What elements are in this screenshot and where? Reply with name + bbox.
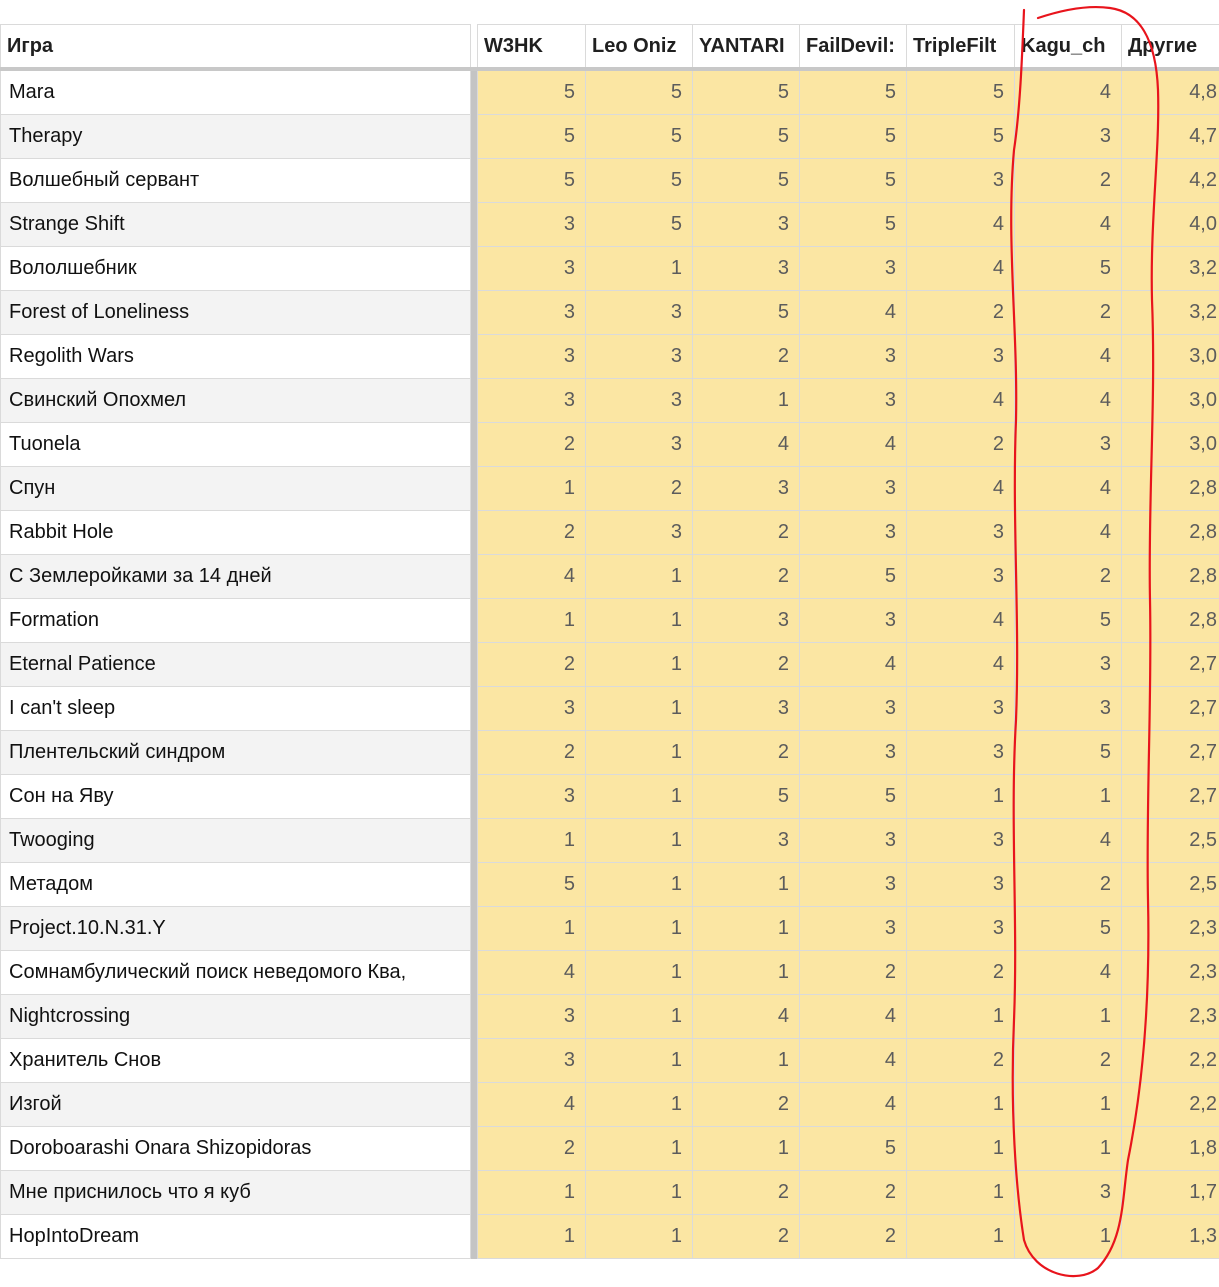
score-cell-faildevil[interactable]: 4 — [800, 995, 907, 1039]
score-cell-kagu[interactable]: 4 — [1015, 69, 1122, 115]
frozen-column-divider — [471, 775, 478, 819]
column-header-leo[interactable]: Leo Oniz — [586, 25, 693, 70]
score-cell-kagu[interactable]: 4 — [1015, 511, 1122, 555]
score-cell-others[interactable]: 3,2 — [1122, 247, 1219, 291]
score-cell-yantar[interactable]: 2 — [693, 731, 800, 775]
frozen-column-divider — [471, 599, 478, 643]
score-cell-triplefilt[interactable]: 1 — [907, 1083, 1015, 1127]
frozen-column-divider — [471, 1127, 478, 1171]
frozen-column-divider — [471, 247, 478, 291]
score-cell-w3hk[interactable]: 2 — [478, 731, 586, 775]
score-cell-faildevil[interactable]: 5 — [800, 775, 907, 819]
score-cell-others[interactable]: 2,2 — [1122, 1083, 1219, 1127]
game-name-cell[interactable]: Изгой — [1, 1083, 471, 1127]
score-cell-leo[interactable]: 1 — [586, 555, 693, 599]
score-cell-w3hk[interactable]: 3 — [478, 995, 586, 1039]
score-cell-faildevil[interactable]: 2 — [800, 1171, 907, 1215]
column-header-triplefilt[interactable]: TripleFilt — [907, 25, 1015, 70]
score-cell-w3hk[interactable]: 1 — [478, 599, 586, 643]
game-name-cell[interactable]: Twooging — [1, 819, 471, 863]
score-cell-kagu[interactable]: 4 — [1015, 819, 1122, 863]
score-cell-w3hk[interactable]: 5 — [478, 69, 586, 115]
score-cell-leo[interactable]: 1 — [586, 951, 693, 995]
game-name-cell[interactable]: Tuonela — [1, 423, 471, 467]
score-cell-kagu[interactable]: 3 — [1015, 643, 1122, 687]
score-cell-w3hk[interactable]: 1 — [478, 819, 586, 863]
table-row — [1, 731, 1219, 775]
score-cell-triplefilt[interactable]: 1 — [907, 775, 1015, 819]
score-cell-kagu[interactable]: 5 — [1015, 247, 1122, 291]
score-cell-w3hk[interactable]: 2 — [478, 643, 586, 687]
score-cell-triplefilt[interactable]: 3 — [907, 907, 1015, 951]
score-cell-triplefilt[interactable]: 1 — [907, 1127, 1015, 1171]
score-cell-kagu[interactable]: 5 — [1015, 731, 1122, 775]
score-cell-kagu[interactable]: 2 — [1015, 555, 1122, 599]
score-cell-kagu[interactable]: 1 — [1015, 1127, 1122, 1171]
score-cell-others[interactable]: 2,8 — [1122, 511, 1219, 555]
score-cell-triplefilt[interactable]: 4 — [907, 247, 1015, 291]
score-cell-w3hk[interactable]: 3 — [478, 247, 586, 291]
score-cell-leo[interactable]: 1 — [586, 1215, 693, 1259]
score-cell-yantar[interactable]: 2 — [693, 555, 800, 599]
table-row — [1, 863, 1219, 907]
score-cell-faildevil[interactable]: 5 — [800, 69, 907, 115]
score-cell-kagu[interactable]: 1 — [1015, 775, 1122, 819]
score-cell-others[interactable]: 4,2 — [1122, 159, 1219, 203]
game-name-cell[interactable]: Rabbit Hole — [1, 511, 471, 555]
score-cell-yantar[interactable]: 2 — [693, 511, 800, 555]
score-cell-faildevil[interactable]: 3 — [800, 247, 907, 291]
score-cell-w3hk[interactable]: 4 — [478, 555, 586, 599]
frozen-column-divider — [471, 335, 478, 379]
score-cell-yantar[interactable]: 4 — [693, 995, 800, 1039]
game-name-cell[interactable]: Doroboarashi Onara Shizopidoras — [1, 1127, 471, 1171]
score-cell-triplefilt[interactable]: 1 — [907, 1215, 1015, 1259]
score-cell-kagu[interactable]: 4 — [1015, 203, 1122, 247]
game-name-cell[interactable]: Метадом — [1, 863, 471, 907]
table-row — [1, 907, 1219, 951]
score-cell-w3hk[interactable]: 1 — [478, 1171, 586, 1215]
table-body — [1, 69, 1219, 1259]
game-name-cell[interactable]: Forest of Loneliness — [1, 291, 471, 335]
table-row — [1, 1127, 1219, 1171]
frozen-column-divider — [471, 423, 478, 467]
game-name-cell[interactable]: Вололшебник — [1, 247, 471, 291]
score-cell-others[interactable]: 2,3 — [1122, 907, 1219, 951]
score-cell-kagu[interactable]: 3 — [1015, 687, 1122, 731]
score-cell-yantar[interactable]: 1 — [693, 1039, 800, 1083]
score-cell-kagu[interactable]: 4 — [1015, 335, 1122, 379]
score-cell-yantar[interactable]: 2 — [693, 1215, 800, 1259]
score-cell-w3hk[interactable]: 3 — [478, 1039, 586, 1083]
score-cell-leo[interactable]: 2 — [586, 467, 693, 511]
score-cell-others[interactable]: 2,7 — [1122, 775, 1219, 819]
score-cell-yantar[interactable]: 5 — [693, 115, 800, 159]
score-cell-kagu[interactable]: 3 — [1015, 423, 1122, 467]
frozen-column-divider — [471, 203, 478, 247]
frozen-column-divider — [471, 1171, 478, 1215]
table-row — [1, 819, 1219, 863]
game-name-cell[interactable]: Плентельский синдром — [1, 731, 471, 775]
column-header-w3hk[interactable]: W3HK — [478, 25, 586, 70]
score-cell-kagu[interactable]: 2 — [1015, 1039, 1122, 1083]
frozen-column-divider — [471, 1039, 478, 1083]
score-cell-w3hk[interactable]: 1 — [478, 907, 586, 951]
frozen-column-divider — [471, 379, 478, 423]
score-cell-kagu[interactable]: 5 — [1015, 599, 1122, 643]
ratings-table — [0, 24, 1219, 1259]
table-row — [1, 599, 1219, 643]
table-row — [1, 115, 1219, 159]
score-cell-kagu[interactable]: 4 — [1015, 951, 1122, 995]
table-row — [1, 247, 1219, 291]
score-cell-faildevil[interactable]: 2 — [800, 951, 907, 995]
score-cell-kagu[interactable]: 3 — [1015, 115, 1122, 159]
frozen-column-divider — [471, 1083, 478, 1127]
score-cell-triplefilt[interactable]: 3 — [907, 819, 1015, 863]
frozen-column-divider — [471, 863, 478, 907]
game-name-cell[interactable]: Mara — [1, 69, 471, 115]
score-cell-others[interactable]: 1,7 — [1122, 1171, 1219, 1215]
score-cell-faildevil[interactable]: 3 — [800, 467, 907, 511]
frozen-column-divider — [471, 69, 478, 115]
column-header-kagu[interactable]: Kagu_ch — [1015, 25, 1122, 70]
frozen-column-divider — [471, 995, 478, 1039]
score-cell-faildevil[interactable]: 3 — [800, 907, 907, 951]
score-cell-w3hk[interactable]: 3 — [478, 203, 586, 247]
frozen-column-divider — [471, 907, 478, 951]
score-cell-triplefilt[interactable]: 3 — [907, 731, 1015, 775]
frozen-column-divider — [471, 511, 478, 555]
score-cell-leo[interactable]: 1 — [586, 731, 693, 775]
game-name-cell[interactable]: Волшебный сервант — [1, 159, 471, 203]
game-name-cell[interactable]: Eternal Patience — [1, 643, 471, 687]
game-name-cell[interactable]: I can't sleep — [1, 687, 471, 731]
column-header-game[interactable]: Игра — [1, 25, 471, 70]
frozen-column-divider — [471, 291, 478, 335]
score-cell-others[interactable]: 2,2 — [1122, 1039, 1219, 1083]
score-cell-yantar[interactable]: 3 — [693, 247, 800, 291]
score-cell-triplefilt[interactable]: 2 — [907, 1039, 1015, 1083]
table-row — [1, 643, 1219, 687]
score-cell-kagu[interactable]: 2 — [1015, 159, 1122, 203]
table-row — [1, 511, 1219, 555]
frozen-column-divider — [471, 1215, 478, 1259]
score-cell-faildevil[interactable]: 3 — [800, 511, 907, 555]
score-cell-w3hk[interactable]: 4 — [478, 951, 586, 995]
score-cell-w3hk[interactable]: 5 — [478, 115, 586, 159]
score-cell-faildevil[interactable]: 3 — [800, 863, 907, 907]
column-header-others[interactable]: Другие — [1122, 25, 1219, 70]
frozen-column-divider — [471, 643, 478, 687]
score-cell-triplefilt[interactable]: 4 — [907, 599, 1015, 643]
score-cell-faildevil[interactable]: 4 — [800, 291, 907, 335]
score-cell-kagu[interactable]: 2 — [1015, 291, 1122, 335]
score-cell-others[interactable]: 2,8 — [1122, 467, 1219, 511]
score-cell-w3hk[interactable]: 3 — [478, 291, 586, 335]
score-cell-faildevil[interactable]: 4 — [800, 423, 907, 467]
table-row — [1, 1215, 1219, 1259]
score-cell-others[interactable]: 3,2 — [1122, 291, 1219, 335]
score-cell-others[interactable]: 2,5 — [1122, 819, 1219, 863]
spreadsheet — [0, 24, 1219, 1259]
header-row — [1, 25, 1219, 70]
score-cell-leo[interactable]: 1 — [586, 687, 693, 731]
table-row — [1, 951, 1219, 995]
frozen-column-divider — [471, 159, 478, 203]
table-row — [1, 159, 1219, 203]
score-cell-others[interactable]: 4,0 — [1122, 203, 1219, 247]
score-cell-yantar[interactable]: 2 — [693, 1083, 800, 1127]
score-cell-leo[interactable]: 1 — [586, 1127, 693, 1171]
score-cell-triplefilt[interactable]: 2 — [907, 291, 1015, 335]
score-cell-triplefilt[interactable]: 5 — [907, 115, 1015, 159]
score-cell-kagu[interactable]: 2 — [1015, 863, 1122, 907]
score-cell-others[interactable]: 3,0 — [1122, 423, 1219, 467]
score-cell-faildevil[interactable]: 4 — [800, 1039, 907, 1083]
table-row — [1, 69, 1219, 115]
score-cell-w3hk[interactable]: 1 — [478, 1215, 586, 1259]
table-row — [1, 775, 1219, 819]
frozen-column-divider — [471, 467, 478, 511]
score-cell-yantar[interactable]: 5 — [693, 69, 800, 115]
score-cell-others[interactable]: 2,8 — [1122, 599, 1219, 643]
score-cell-yantar[interactable]: 3 — [693, 599, 800, 643]
score-cell-w3hk[interactable]: 4 — [478, 1083, 586, 1127]
score-cell-triplefilt[interactable]: 2 — [907, 951, 1015, 995]
frozen-column-divider — [471, 731, 478, 775]
score-cell-faildevil[interactable]: 5 — [800, 203, 907, 247]
score-cell-yantar[interactable]: 3 — [693, 203, 800, 247]
score-cell-triplefilt[interactable]: 2 — [907, 423, 1015, 467]
score-cell-yantar[interactable]: 5 — [693, 775, 800, 819]
score-cell-yantar[interactable]: 1 — [693, 1127, 800, 1171]
score-cell-yantar[interactable]: 1 — [693, 951, 800, 995]
score-cell-w3hk[interactable]: 2 — [478, 1127, 586, 1171]
score-cell-yantar[interactable]: 3 — [693, 467, 800, 511]
score-cell-kagu[interactable]: 4 — [1015, 379, 1122, 423]
table-row — [1, 555, 1219, 599]
frozen-column-divider — [471, 115, 478, 159]
table-row — [1, 379, 1219, 423]
score-cell-triplefilt[interactable]: 3 — [907, 687, 1015, 731]
score-cell-faildevil[interactable]: 5 — [800, 115, 907, 159]
table-row — [1, 1171, 1219, 1215]
score-cell-faildevil[interactable]: 4 — [800, 643, 907, 687]
score-cell-leo[interactable]: 1 — [586, 599, 693, 643]
score-cell-triplefilt[interactable]: 4 — [907, 203, 1015, 247]
score-cell-leo[interactable]: 5 — [586, 203, 693, 247]
score-cell-w3hk[interactable]: 2 — [478, 511, 586, 555]
score-cell-yantar[interactable]: 1 — [693, 379, 800, 423]
game-name-cell[interactable]: С Землеройками за 14 дней — [1, 555, 471, 599]
score-cell-faildevil[interactable]: 5 — [800, 555, 907, 599]
score-cell-leo[interactable]: 1 — [586, 1171, 693, 1215]
score-cell-triplefilt[interactable]: 1 — [907, 995, 1015, 1039]
score-cell-leo[interactable]: 1 — [586, 1083, 693, 1127]
score-cell-yantar[interactable]: 5 — [693, 159, 800, 203]
game-name-cell[interactable]: Спун — [1, 467, 471, 511]
score-cell-kagu[interactable]: 4 — [1015, 467, 1122, 511]
score-cell-leo[interactable]: 1 — [586, 775, 693, 819]
score-cell-others[interactable]: 4,8 — [1122, 69, 1219, 115]
score-cell-others[interactable]: 2,5 — [1122, 863, 1219, 907]
score-cell-leo[interactable]: 3 — [586, 511, 693, 555]
score-cell-yantar[interactable]: 2 — [693, 335, 800, 379]
frozen-column-divider[interactable] — [471, 25, 478, 70]
frozen-column-divider — [471, 819, 478, 863]
score-cell-leo[interactable]: 1 — [586, 819, 693, 863]
score-cell-w3hk[interactable]: 1 — [478, 467, 586, 511]
frozen-column-divider — [471, 951, 478, 995]
table-row — [1, 467, 1219, 511]
score-cell-triplefilt[interactable]: 4 — [907, 643, 1015, 687]
score-cell-yantar[interactable]: 2 — [693, 643, 800, 687]
score-cell-others[interactable]: 2,3 — [1122, 951, 1219, 995]
score-cell-others[interactable]: 2,7 — [1122, 687, 1219, 731]
score-cell-faildevil[interactable]: 3 — [800, 687, 907, 731]
frozen-column-divider — [471, 687, 478, 731]
score-cell-triplefilt[interactable]: 5 — [907, 69, 1015, 115]
score-cell-yantar[interactable]: 3 — [693, 819, 800, 863]
score-cell-others[interactable]: 3,0 — [1122, 335, 1219, 379]
game-name-cell[interactable]: Хранитель Снов — [1, 1039, 471, 1083]
score-cell-kagu[interactable]: 5 — [1015, 907, 1122, 951]
score-cell-yantar[interactable]: 2 — [693, 1171, 800, 1215]
score-cell-leo[interactable]: 5 — [586, 159, 693, 203]
score-cell-others[interactable]: 4,7 — [1122, 115, 1219, 159]
score-cell-leo[interactable]: 3 — [586, 423, 693, 467]
game-name-cell[interactable]: Свинский Опохмел — [1, 379, 471, 423]
score-cell-leo[interactable]: 1 — [586, 1039, 693, 1083]
table-row — [1, 1083, 1219, 1127]
score-cell-yantar[interactable]: 4 — [693, 423, 800, 467]
table-row — [1, 995, 1219, 1039]
score-cell-yantar[interactable]: 1 — [693, 863, 800, 907]
score-cell-faildevil[interactable]: 5 — [800, 1127, 907, 1171]
score-cell-kagu[interactable]: 1 — [1015, 1215, 1122, 1259]
score-cell-triplefilt[interactable]: 3 — [907, 159, 1015, 203]
score-cell-leo[interactable]: 1 — [586, 907, 693, 951]
game-name-cell[interactable]: Therapy — [1, 115, 471, 159]
score-cell-w3hk[interactable]: 5 — [478, 159, 586, 203]
game-name-cell[interactable]: Project.10.N.31.Y — [1, 907, 471, 951]
score-cell-yantar[interactable]: 5 — [693, 291, 800, 335]
score-cell-faildevil[interactable]: 3 — [800, 819, 907, 863]
score-cell-triplefilt[interactable]: 3 — [907, 863, 1015, 907]
score-cell-kagu[interactable]: 1 — [1015, 995, 1122, 1039]
score-cell-triplefilt[interactable]: 4 — [907, 379, 1015, 423]
score-cell-faildevil[interactable]: 3 — [800, 599, 907, 643]
score-cell-w3hk[interactable]: 2 — [478, 423, 586, 467]
score-cell-leo[interactable]: 3 — [586, 335, 693, 379]
table-row — [1, 687, 1219, 731]
score-cell-faildevil[interactable]: 4 — [800, 1083, 907, 1127]
score-cell-leo[interactable]: 3 — [586, 291, 693, 335]
score-cell-leo[interactable]: 1 — [586, 643, 693, 687]
game-name-cell[interactable]: HopIntoDream — [1, 1215, 471, 1259]
column-header-faildevil[interactable]: FailDevil: — [800, 25, 907, 70]
score-cell-faildevil[interactable]: 2 — [800, 1215, 907, 1259]
table-row — [1, 1039, 1219, 1083]
score-cell-faildevil[interactable]: 3 — [800, 731, 907, 775]
frozen-column-divider — [471, 555, 478, 599]
score-cell-leo[interactable]: 3 — [586, 379, 693, 423]
score-cell-leo[interactable]: 1 — [586, 863, 693, 907]
table-row — [1, 203, 1219, 247]
score-cell-leo[interactable]: 1 — [586, 995, 693, 1039]
score-cell-others[interactable]: 1,8 — [1122, 1127, 1219, 1171]
table-row — [1, 291, 1219, 335]
score-cell-triplefilt[interactable]: 3 — [907, 511, 1015, 555]
score-cell-others[interactable]: 1,3 — [1122, 1215, 1219, 1259]
score-cell-faildevil[interactable]: 5 — [800, 159, 907, 203]
score-cell-w3hk[interactable]: 5 — [478, 863, 586, 907]
score-cell-w3hk[interactable]: 3 — [478, 687, 586, 731]
score-cell-kagu[interactable]: 3 — [1015, 1171, 1122, 1215]
score-cell-leo[interactable]: 1 — [586, 247, 693, 291]
game-name-cell[interactable]: Nightcrossing — [1, 995, 471, 1039]
score-cell-triplefilt[interactable]: 3 — [907, 555, 1015, 599]
score-cell-others[interactable]: 2,7 — [1122, 643, 1219, 687]
score-cell-triplefilt[interactable]: 3 — [907, 335, 1015, 379]
score-cell-leo[interactable]: 5 — [586, 69, 693, 115]
column-header-yantar[interactable]: YANTARI — [693, 25, 800, 70]
score-cell-others[interactable]: 2,3 — [1122, 995, 1219, 1039]
game-name-cell[interactable]: Сон на Яву — [1, 775, 471, 819]
score-cell-leo[interactable]: 5 — [586, 115, 693, 159]
score-cell-w3hk[interactable]: 3 — [478, 379, 586, 423]
game-name-cell[interactable]: Strange Shift — [1, 203, 471, 247]
game-name-cell[interactable]: Сомнамбулический поиск неведомого Ква, — [1, 951, 471, 995]
table-row — [1, 423, 1219, 467]
game-name-cell[interactable]: Regolith Wars — [1, 335, 471, 379]
score-cell-triplefilt[interactable]: 4 — [907, 467, 1015, 511]
score-cell-others[interactable]: 3,0 — [1122, 379, 1219, 423]
score-cell-kagu[interactable]: 1 — [1015, 1083, 1122, 1127]
score-cell-others[interactable]: 2,7 — [1122, 731, 1219, 775]
game-name-cell[interactable]: Мне приснилось что я куб — [1, 1171, 471, 1215]
score-cell-faildevil[interactable]: 3 — [800, 335, 907, 379]
score-cell-others[interactable]: 2,8 — [1122, 555, 1219, 599]
score-cell-yantar[interactable]: 1 — [693, 907, 800, 951]
score-cell-faildevil[interactable]: 3 — [800, 379, 907, 423]
table-row — [1, 335, 1219, 379]
score-cell-triplefilt[interactable]: 1 — [907, 1171, 1015, 1215]
score-cell-yantar[interactable]: 3 — [693, 687, 800, 731]
score-cell-w3hk[interactable]: 3 — [478, 775, 586, 819]
game-name-cell[interactable]: Formation — [1, 599, 471, 643]
score-cell-w3hk[interactable]: 3 — [478, 335, 586, 379]
